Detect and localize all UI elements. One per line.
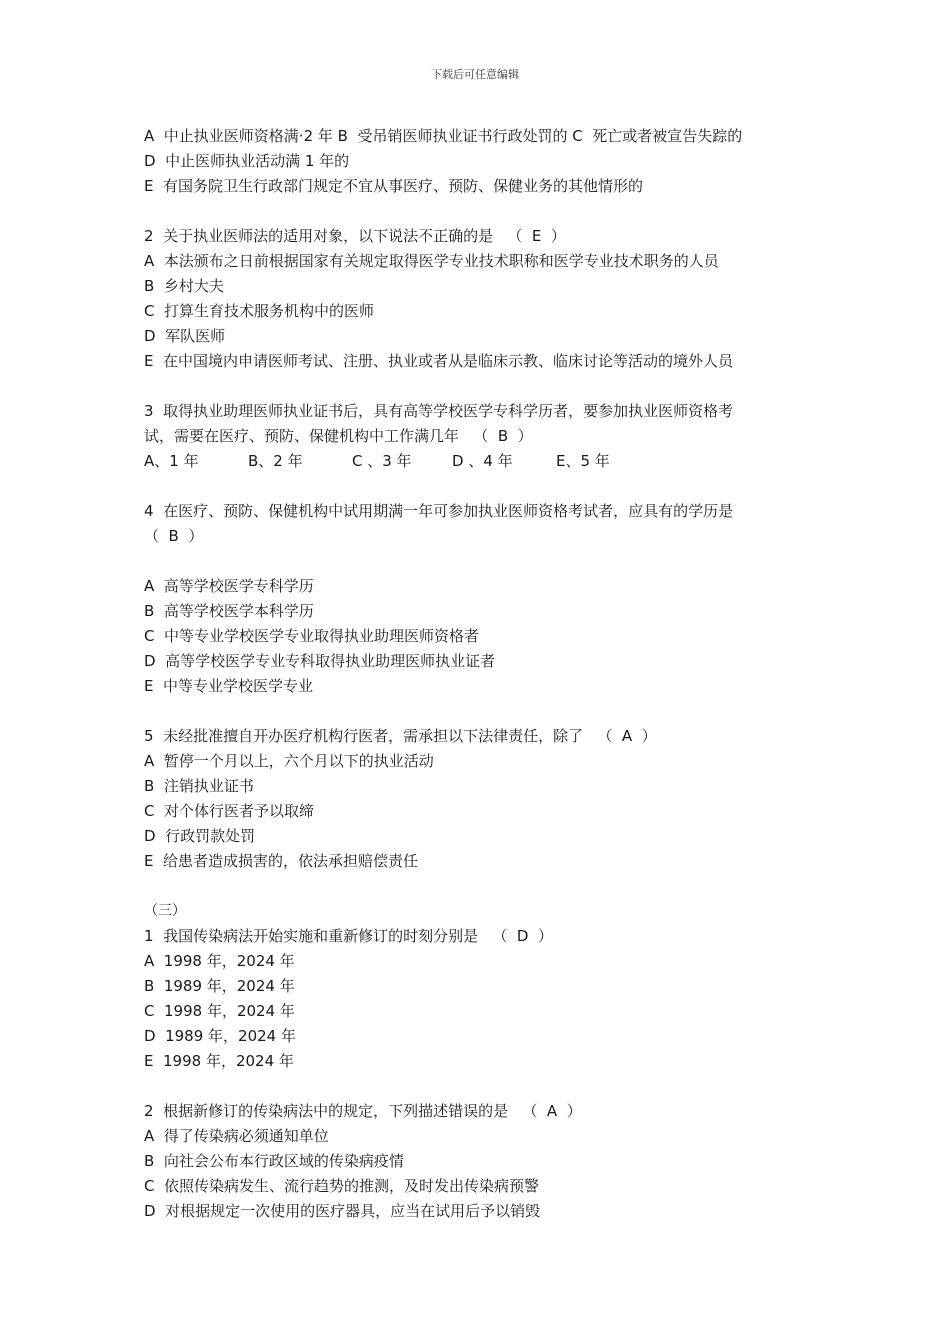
s3-q1-option-b: B 1989 年，2024 年 (144, 977, 295, 995)
q4-option-e: E 中等专业学校医学专业 (144, 677, 314, 695)
s3-q2-option-a: A 得了传染病必须通知单位 (144, 1127, 329, 1145)
q2-question: 2 关于执业医师法的适用对象，以下说法不正确的是 （ E ） (144, 227, 566, 245)
page-header: 下载后可任意编辑 (431, 68, 519, 81)
q3-options-row (144, 449, 824, 474)
spacer (144, 374, 824, 399)
block1-line-3: E 有国务院卫生行政部门规定不宜从事医疗、预防、保健业务的其他情形的 (144, 177, 644, 195)
q5-option-a: A 暂停一个月以上，六个月以下的执业活动 (144, 752, 434, 770)
q3-option-c: C 、3 年 (352, 452, 412, 470)
q2-option-d: D 军队医师 (144, 327, 226, 345)
block1-line-1: A 中止执业医师资格满·2 年 B 受吊销医师执业证书行政处罚的 C 死亡或者被宣告失踪的 (144, 127, 743, 145)
q3-question-line-1: 3 取得执业助理医师执业证书后，具有高等学校医学专科学历者，要参加执业医师资格考 (144, 402, 734, 420)
spacer (144, 549, 824, 574)
q5-option-e: E 给患者造成损害的，依法承担赔偿责任 (144, 852, 419, 870)
q3-question-line-2: 试，需要在医疗、预防、保健机构中工作满几年 （ B ） (144, 427, 533, 445)
spacer (144, 199, 824, 224)
s3-q1-option-c: C 1998 年，2024 年 (144, 1002, 295, 1020)
document-body (144, 124, 824, 1224)
spacer (144, 874, 824, 899)
spacer (144, 474, 824, 499)
spacer (144, 699, 824, 724)
s3-q1-option-a: A 1998 年，2024 年 (144, 952, 295, 970)
s3-q1-option-d: D 1989 年，2024 年 (144, 1027, 296, 1045)
s3-q2-option-b: B 向社会公布本行政区域的传染病疫情 (144, 1152, 404, 1170)
q4-option-a: A 高等学校医学专科学历 (144, 577, 314, 595)
q5-option-d: D 行政罚款处罚 (144, 827, 256, 845)
q3-option-d: D 、4 年 (452, 452, 513, 470)
q4-option-d: D 高等学校医学专业专科取得执业助理医师执业证者 (144, 652, 496, 670)
q5-option-b: B 注销执业证书 (144, 777, 254, 795)
q4-option-c: C 中等专业学校医学专业取得执业助理医师资格者 (144, 627, 480, 645)
q4-question-line-2: （ B ） (144, 527, 204, 545)
s3-q2-option-d: D 对根据规定一次使用的医疗器具，应当在试用后予以销毁 (144, 1202, 541, 1220)
q2-option-c: C 打算生育技术服务机构中的医师 (144, 302, 375, 320)
q5-option-c: C 对个体行医者予以取缔 (144, 802, 315, 820)
q3-option-a: A、1 年 (144, 452, 199, 470)
s3-q1-option-e: E 1998 年，2024 年 (144, 1052, 294, 1070)
s3-q2-option-c: C 依照传染病发生、流行趋势的推测，及时发出传染病预警 (144, 1177, 540, 1195)
q2-option-a: A 本法颁布之日前根据国家有关规定取得医学专业技术职称和医学专业技术职务的人员 (144, 252, 719, 270)
s3-q1-question: 1 我国传染病法开始实施和重新修订的时刻分别是 （ D ） (144, 927, 554, 945)
q4-question-line-1: 4 在医疗、预防、保健机构中试用期满一年可参加执业医师资格考试者，应具有的学历是 (144, 502, 734, 520)
q2-option-e: E 在中国境内申请医师考试、注册、执业或者从是临床示教、临床讨论等活动的境外人员 (144, 352, 734, 370)
q5-question: 5 未经批准擅自开办医疗机构行医者，需承担以下法律责任，除了 （ A ） (144, 727, 657, 745)
s3-q2-question: 2 根据新修订的传染病法中的规定，下列描述错误的是 （ A ） (144, 1102, 582, 1120)
q3-option-b: B、2 年 (248, 452, 303, 470)
q3-option-e: E、5 年 (556, 452, 610, 470)
q4-option-b: B 高等学校医学本科学历 (144, 602, 314, 620)
q2-option-b: B 乡村大夫 (144, 277, 224, 295)
spacer (144, 1074, 824, 1099)
block1-line-2: D 中止医师执业活动满 1 年的 (144, 152, 350, 170)
section-3-title: （三） (144, 903, 186, 919)
